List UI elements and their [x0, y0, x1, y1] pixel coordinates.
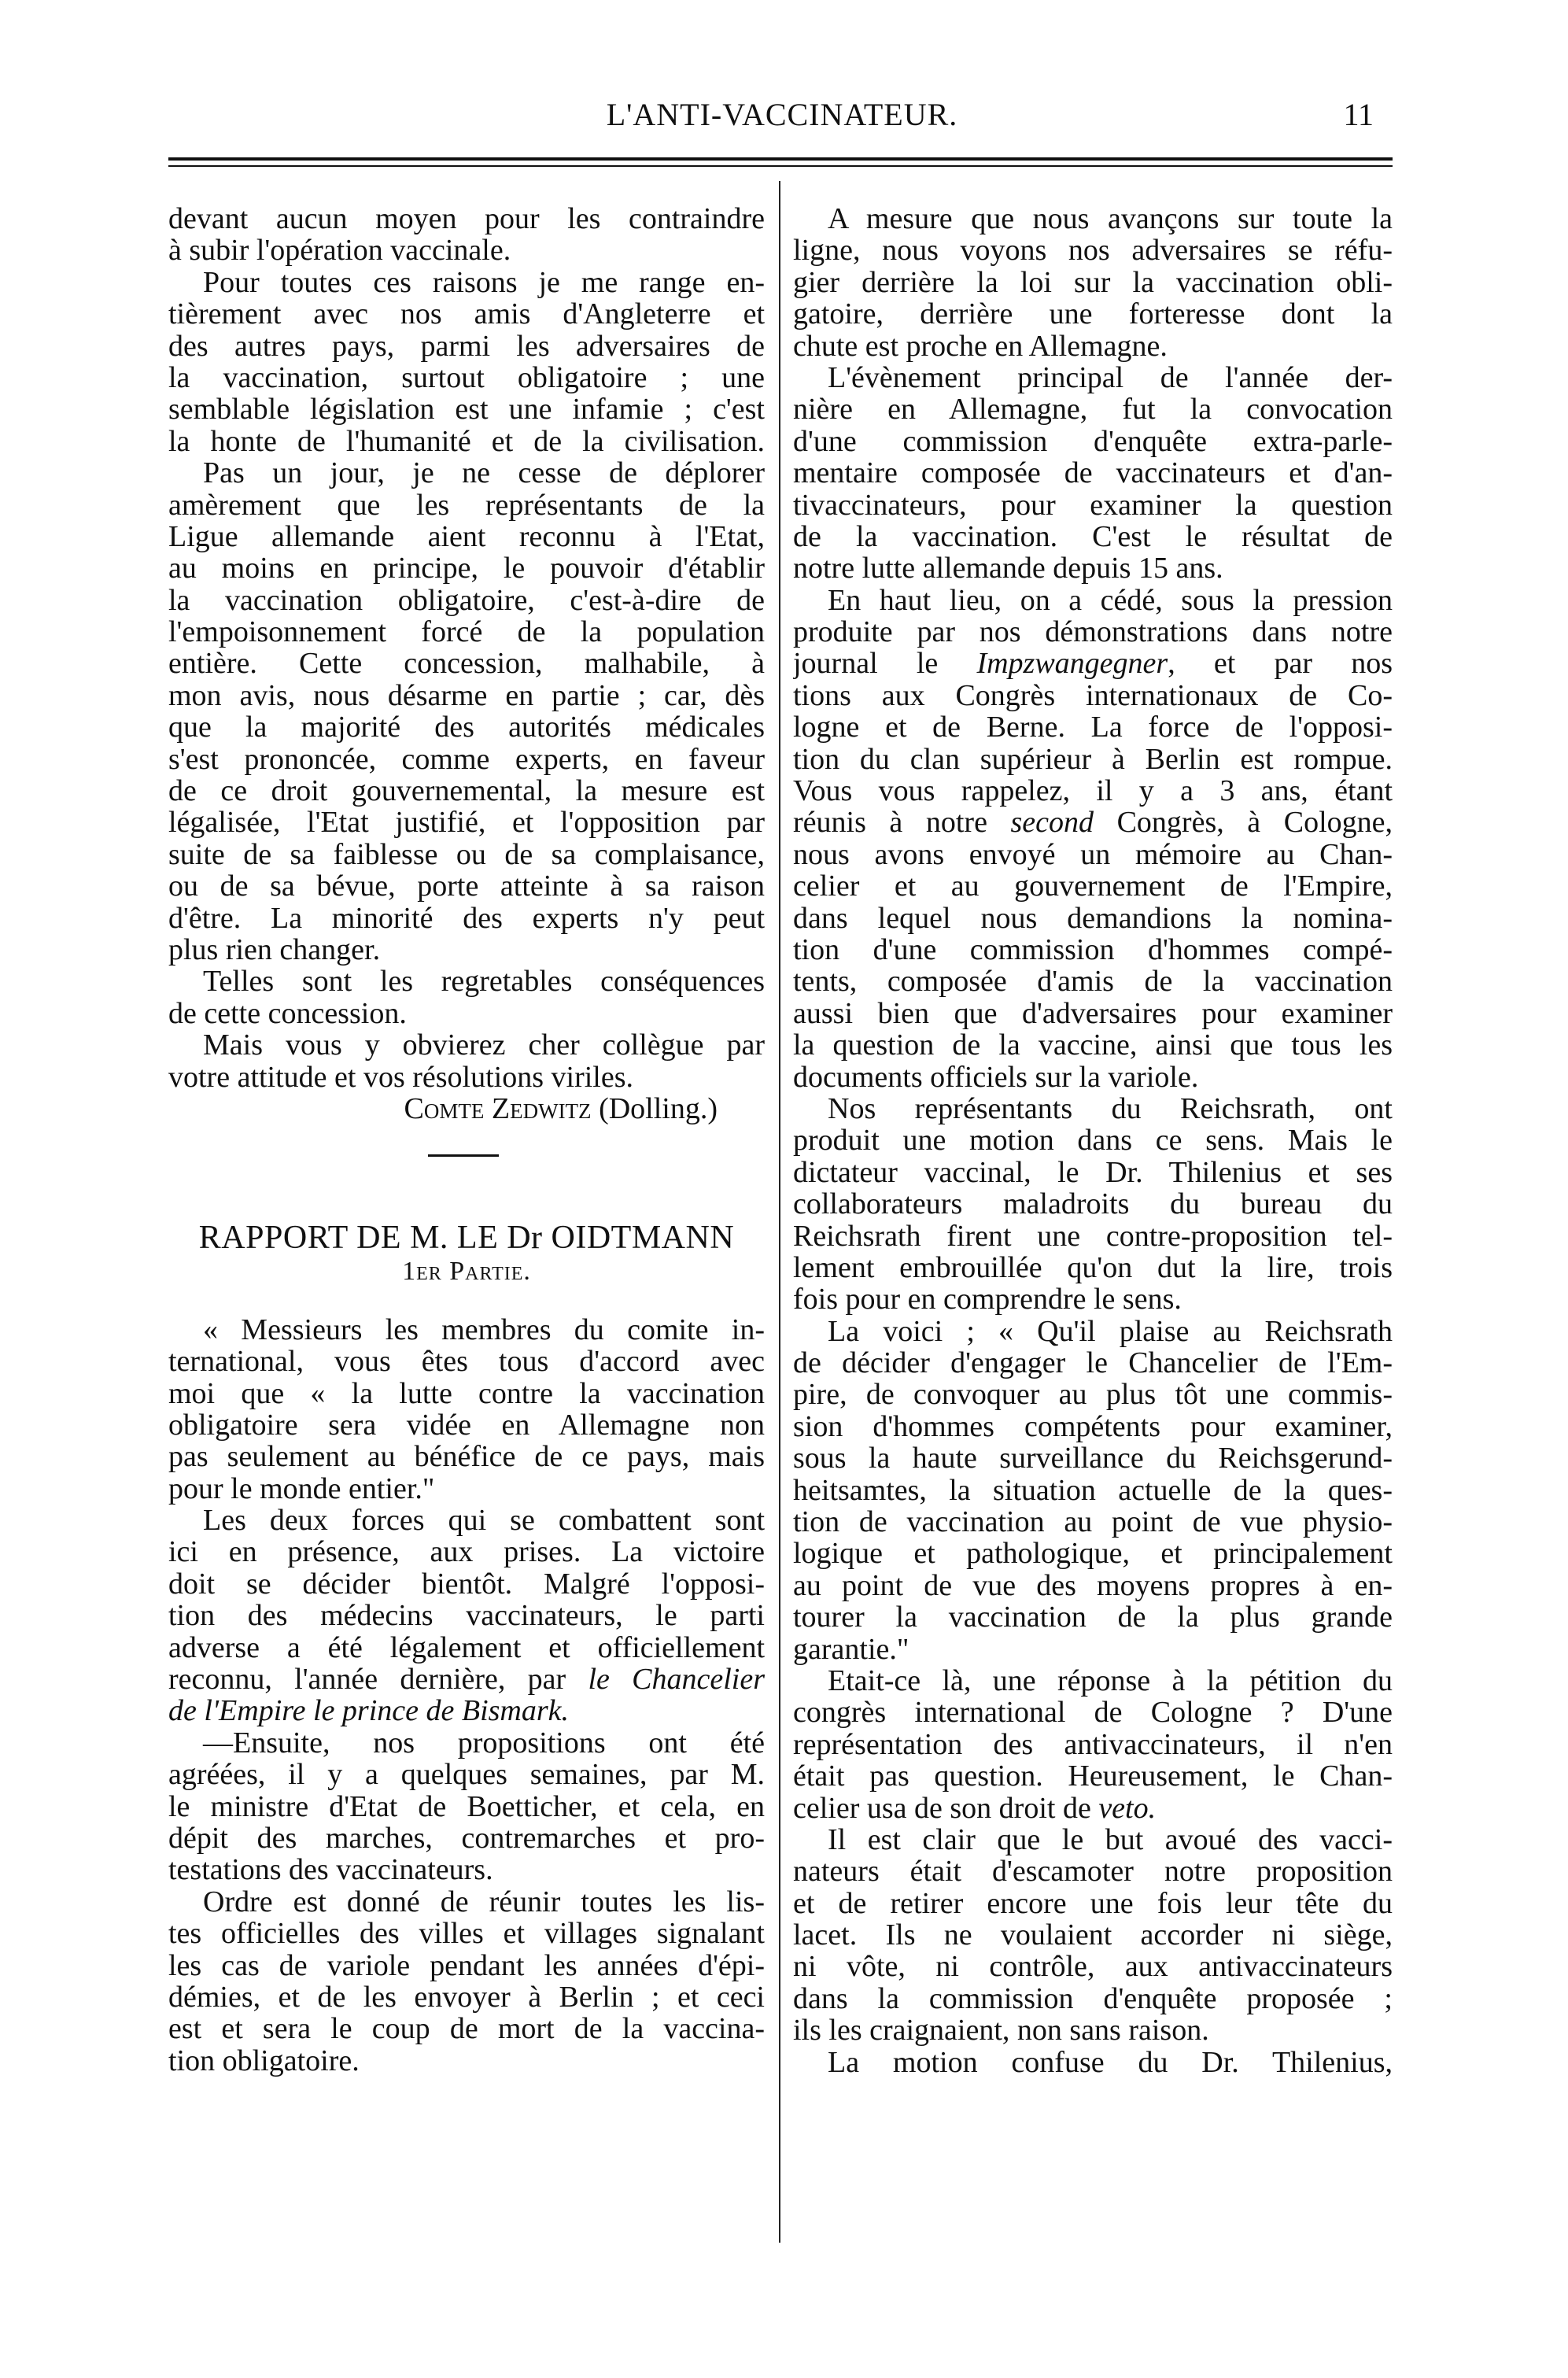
- text-line: dans la commission d'enquête proposée ;: [793, 1982, 1393, 2015]
- text-line: entière. Cette concession, malhabile, à: [168, 648, 765, 680]
- text-line: produite par nos démonstrations dans notre: [793, 616, 1393, 648]
- text-line: de décider d'engager le Chancelier de l'Em-: [793, 1347, 1393, 1379]
- text-line: Nos représentants du Reichsrath, ont: [828, 1092, 1393, 1125]
- text-line: pour le monde entier.": [168, 1472, 435, 1505]
- text-line: nous avons envoyé un mémoire au Chan-: [793, 838, 1393, 871]
- text-line: tion des médecins vaccinateurs, le parti: [168, 1600, 765, 1632]
- signature: [168, 1093, 765, 1124]
- text-line: suite de sa faiblesse ou de sa complaisance,: [168, 838, 765, 871]
- text-line: mon avis, nous désarme en partie ; car, dès: [168, 679, 765, 712]
- paragraph: [168, 457, 765, 966]
- section-separator: [168, 1124, 765, 1187]
- text-line: [793, 648, 1393, 679]
- text-line: gatoire, derrière une forteresse dont la: [793, 298, 1393, 330]
- text-line: de ce droit gouvernemental, la mesure est: [168, 775, 765, 807]
- text-line: L'évènement principal de l'année der-: [828, 361, 1393, 394]
- text-line: logne et de Berne. La force de l'opposi-: [793, 711, 1393, 744]
- text-line: tion de vaccination au point de vue physio-: [793, 1506, 1393, 1538]
- text-span: Congrès, à Cologne,: [1094, 807, 1393, 839]
- text-line: —Ensuite, nos propositions ont été: [203, 1726, 765, 1759]
- italic-text: second: [1010, 807, 1094, 839]
- left-column: [168, 203, 765, 2077]
- text-line: au moins en principe, le pouvoir d'établir: [168, 552, 765, 585]
- text-line: tivaccinateurs, pour examiner la question: [793, 489, 1393, 521]
- paragraph: [168, 1505, 765, 1727]
- text-line: Mais vous y obvierez cher collègue par: [203, 1029, 765, 1062]
- text-line: obligatoire sera vidée en Allemagne non: [168, 1409, 765, 1442]
- text-line: tion d'une commission d'hommes compé-: [793, 933, 1393, 966]
- text-line: la honte de l'humanité et de la civilisation.: [168, 425, 765, 458]
- text-line: la vaccination obligatoire, c'est-à-dire de: [168, 584, 765, 617]
- text-line: le ministre d'Etat de Boetticher, et cela, en: [168, 1790, 765, 1822]
- text-line: dictateur vaccinal, le Dr. Thilenius et ses: [793, 1156, 1393, 1189]
- text-line: notre lutte allemande depuis 15 ans.: [793, 552, 1223, 585]
- text-line: logique et pathologique, et principalement: [793, 1538, 1393, 1570]
- text-line: s'est prononcée, comme experts, en faveur: [168, 743, 765, 776]
- paragraph: [793, 203, 1393, 362]
- italic-text: Impzwangegner: [976, 648, 1168, 680]
- text-line: agréées, il y a quelques semaines, par M.: [168, 1759, 765, 1791]
- text-line: tes officielles des villes et villages signalant: [168, 1918, 765, 1950]
- page-header: [168, 79, 1396, 134]
- text-line: doit se décider bientôt. Malgré l'opposi-: [168, 1567, 765, 1601]
- text-line: ligne, nous voyons nos adversaires se réfu-: [793, 234, 1393, 267]
- text-line: représentation des antivaccinateurs, il n'en: [793, 1728, 1393, 1761]
- italic-text: veto.: [1098, 1792, 1157, 1824]
- text-line: de la vaccination. C'est le résultat de: [793, 520, 1393, 553]
- text-line: gier derrière la loi sur la vaccination obli-: [793, 266, 1393, 299]
- text-line: dépit des marches, contremarches et pro-: [168, 1822, 765, 1855]
- text-line: Pour toutes ces raisons je me range en-: [203, 266, 765, 299]
- text-line: fois pour en comprendre le sens.: [793, 1283, 1182, 1316]
- text-line: légalisée, l'Etat justifié, et l'opposition par: [168, 807, 765, 839]
- text-line: était pas question. Heureusement, le Chan-: [793, 1760, 1393, 1793]
- text-line: Ligue allemande aient reconnu à l'Etat,: [168, 520, 765, 553]
- text-span: reconnu, l'année dernière, par: [168, 1663, 588, 1696]
- text-line: est et sera le coup de mort de la vaccina-: [168, 2013, 765, 2045]
- paragraph: [168, 1029, 765, 1093]
- text-line: tents, composée d'amis de la vaccination: [793, 966, 1393, 998]
- text-span: , et par nos: [1168, 648, 1393, 680]
- text-span: réunis à notre: [793, 807, 1011, 839]
- text-line: tion obligatoire.: [168, 2044, 360, 2077]
- text-line: sion d'hommes compétents pour examiner,: [793, 1410, 1393, 1443]
- text-line: ni vôte, ni contrôle, aux antivaccinateurs: [793, 1951, 1393, 1983]
- text-line: tièrement avec nos amis d'Angleterre et: [168, 298, 765, 330]
- text-line: amèrement que les représentants de la: [168, 489, 765, 521]
- header-rule-thick: [168, 157, 1393, 161]
- text-line: tourer la vaccination de la plus grande: [793, 1601, 1393, 1634]
- text-line: [793, 807, 1393, 838]
- text-line: Il est clair que le but avoué des vacci-: [828, 1823, 1393, 1856]
- section-subtitle: 1er Partie.: [402, 1256, 531, 1286]
- text-line: A mesure que nous avançons sur toute la: [828, 203, 1393, 235]
- text-line: devant aucun moyen pour les contraindre: [168, 203, 765, 235]
- text-line: adverse a été légalement et officiellement: [168, 1631, 765, 1664]
- text-line: documents officiels sur la variole.: [793, 1061, 1199, 1093]
- text-line: « Messieurs les membres du comite in-: [203, 1313, 765, 1346]
- text-line: Reichsrath firent une contre-proposition tel-: [793, 1220, 1393, 1252]
- text-line: chute est proche en Allemagne.: [793, 330, 1168, 362]
- paragraph: [168, 966, 765, 1029]
- text-line: semblable législation est une infamie ; c'est: [168, 393, 765, 426]
- text-line: Les deux forces qui se combattent sont: [203, 1505, 765, 1537]
- text-line: ils les craignaient, non sans raison.: [793, 2014, 1209, 2047]
- text-line: à subir l'opération vaccinale.: [168, 234, 511, 267]
- text-line: celier et au gouvernement de l'Empire,: [793, 870, 1393, 903]
- page-number: 11: [1343, 97, 1374, 132]
- text-span: celier usa de son droit de: [793, 1792, 1099, 1824]
- text-line: d'une commission d'enquête extra-parle-: [793, 425, 1393, 458]
- text-line: de cette concession.: [168, 997, 407, 1030]
- text-line: congrès international de Cologne ? D'une: [793, 1697, 1393, 1729]
- text-line: tions aux Congrès internationaux de Co-: [793, 679, 1393, 712]
- separator-rule: [428, 1154, 499, 1157]
- paragraph: [168, 1727, 765, 1886]
- section-title: RAPPORT DE M. LE Dr OIDTMANN: [198, 1219, 735, 1256]
- text-line: En haut lieu, on a cédé, sous la pression: [828, 584, 1393, 617]
- text-line: heitsamtes, la situation actuelle de la ques-: [793, 1474, 1393, 1507]
- text-span: journal le: [793, 648, 977, 680]
- paragraph: [793, 2047, 1393, 2078]
- text-line: Pas un jour, je ne cesse de déplorer: [203, 457, 765, 489]
- header-rule-thin: [168, 165, 1393, 167]
- paragraph: [793, 1316, 1393, 1665]
- text-line: sous la haute surveillance du Reichsgerund-: [793, 1442, 1393, 1475]
- text-line: que la majorité des autorités médicales: [168, 711, 765, 744]
- text-line: moi que « la lutte contre la vaccination: [168, 1377, 765, 1409]
- text-line: la vaccination, surtout obligatoire ; une: [168, 361, 765, 394]
- signature-place: (Dolling.): [591, 1092, 718, 1125]
- signature-name: Comte Zedwitz: [404, 1092, 592, 1125]
- text-line: au point de vue des moyens propres à en-: [793, 1569, 1393, 1602]
- text-line: tion du clan supérieur à Berlin est rompue.: [793, 743, 1393, 776]
- text-line: de l'Empire le prince de Bismark.: [168, 1695, 570, 1727]
- text-line: collaborateurs maladroits du bureau du: [793, 1188, 1393, 1220]
- text-line: [793, 1793, 1393, 1824]
- text-line: nière en Allemagne, fut la convocation: [793, 393, 1393, 426]
- text-line: ou de sa bévue, porte atteinte à sa raison: [168, 870, 765, 903]
- text-line: aussi bien que d'adversaires pour examiner: [793, 997, 1393, 1030]
- text-line: Vous vous rappelez, il y a 3 ans, étant: [793, 775, 1393, 807]
- text-line: démies, et de les envoyer à Berlin ; et ceci: [168, 1981, 765, 2014]
- paragraph: [793, 585, 1393, 1093]
- text-line: ici en présence, aux prises. La victoire: [168, 1536, 765, 1568]
- running-title: L'ANTI-VACCINATEUR.: [606, 97, 958, 132]
- column-divider: [779, 181, 780, 2243]
- paragraph: [168, 203, 765, 267]
- text-line: les cas de variole pendant les années d'épi-: [168, 1949, 765, 1981]
- text-line: garantie.": [793, 1633, 909, 1665]
- paragraph: [168, 267, 765, 457]
- text-line: ternational, vous êtes tous d'accord avec: [168, 1346, 765, 1378]
- text-line: d'être. La minorité des experts n'y peut: [168, 902, 765, 934]
- text-line: pas seulement au bénéfice de ce pays, mais: [168, 1441, 765, 1473]
- text-line: Ordre est donné de réunir toutes les lis-: [203, 1885, 765, 1918]
- text-line: lacet. Ils ne voulaient accorder ni siège,: [793, 1919, 1393, 1952]
- text-line: dans lequel nous demandions la nomina-: [793, 902, 1393, 934]
- text-line: [168, 1663, 765, 1695]
- paragraph: [168, 1314, 765, 1505]
- paragraph: [793, 362, 1393, 585]
- text-line: lement embrouillée qu'on dut la lire, trois: [793, 1251, 1393, 1284]
- paragraph: [793, 1093, 1393, 1316]
- text-line: la question de la vaccine, ainsi que tous les: [793, 1029, 1393, 1062]
- text-line: mentaire composée de vaccinateurs et d'an-: [793, 457, 1393, 489]
- text-line: pire, de convoquer au plus tôt une commis-: [793, 1379, 1393, 1411]
- text-line: plus rien changer.: [168, 933, 381, 966]
- text-line: l'empoisonnement forcé de la population: [168, 616, 765, 648]
- text-line: La voici ; « Qu'il plaise au Reichsrath: [828, 1315, 1393, 1348]
- text-line: testations des vaccinateurs.: [168, 1854, 493, 1886]
- text-line: produit une motion dans ce sens. Mais le: [793, 1124, 1393, 1157]
- paragraph: [793, 1824, 1393, 2047]
- paragraph: [168, 1886, 765, 2077]
- right-column: [793, 203, 1393, 2078]
- text-line: Telles sont les regretables conséquences: [203, 966, 765, 998]
- text-line: votre attitude et vos résolutions viriles.: [168, 1061, 634, 1093]
- paragraph: [793, 1665, 1393, 1824]
- text-line: et de retirer encore une fois leur tête du: [793, 1887, 1393, 1920]
- text-line: des autres pays, parmi les adversaires de: [168, 330, 765, 362]
- text-line: nateurs était d'escamoter notre proposition: [793, 1856, 1393, 1888]
- text-line: La motion confuse du Dr. Thilenius,: [828, 2046, 1393, 2079]
- italic-text: le Chancelier: [588, 1663, 765, 1696]
- text-line: Etait-ce là, une réponse à la pétition du: [828, 1664, 1393, 1697]
